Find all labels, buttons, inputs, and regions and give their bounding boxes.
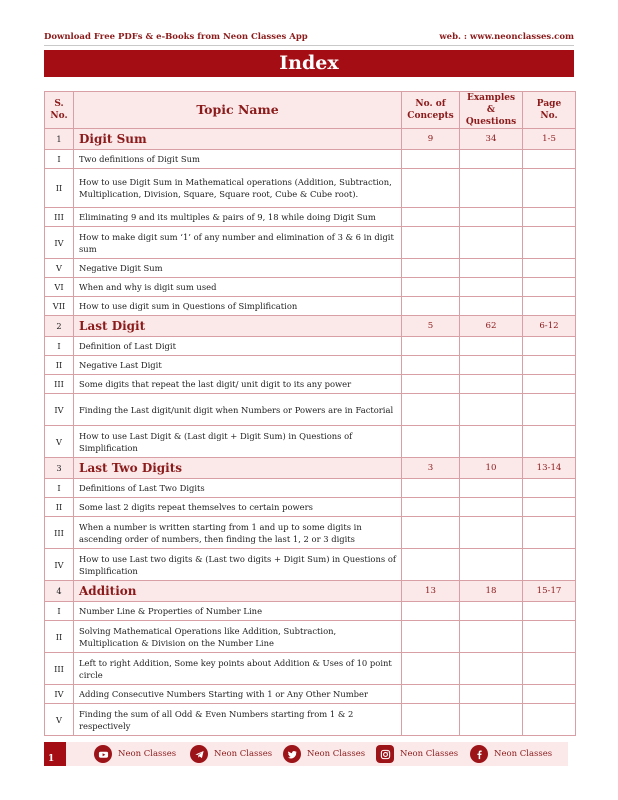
topic-name: Left to right Addition, Some key points about Addition & Uses of 10 point circle <box>74 653 402 685</box>
topic-name: When a number is written starting from 1 and up to some digits in ascending order of numbers, then finding the last 1, 2 or 3 digits <box>74 517 402 549</box>
page-cell <box>523 479 576 498</box>
page-cell <box>523 259 576 278</box>
page-cell <box>523 169 576 208</box>
examples-count: 62 <box>460 316 523 337</box>
examples-count: 34 <box>460 129 523 150</box>
examples-cell <box>460 356 523 375</box>
page-cell <box>523 337 576 356</box>
social-telegram[interactable] <box>190 745 272 763</box>
facebook-icon <box>470 745 488 763</box>
page-cell <box>523 297 576 316</box>
section-row <box>45 458 576 479</box>
serial-number: II <box>45 169 74 208</box>
page-cell <box>523 498 576 517</box>
topic-row <box>45 227 576 259</box>
page-cell <box>523 356 576 375</box>
topic-name: Adding Consecutive Numbers Starting with 1 or Any Other Number <box>74 685 402 704</box>
concepts-cell <box>402 150 460 169</box>
topic-row <box>45 653 576 685</box>
concepts-cell <box>402 621 460 653</box>
concepts-cell <box>402 169 460 208</box>
concepts-cell <box>402 356 460 375</box>
topic-row <box>45 517 576 549</box>
topic-row <box>45 394 576 426</box>
topic-name: Two definitions of Digit Sum <box>74 150 402 169</box>
serial-number: V <box>45 426 74 458</box>
youtube-icon <box>94 745 112 763</box>
topic-name: Solving Mathematical Operations like Addition, Subtraction, Multiplication & Division on the Number Line <box>74 621 402 653</box>
section-row <box>45 581 576 602</box>
topic-row <box>45 169 576 208</box>
page-cell <box>523 278 576 297</box>
page-cell <box>523 394 576 426</box>
concepts-cell <box>402 602 460 621</box>
concepts-cell <box>402 208 460 227</box>
page-cell <box>523 621 576 653</box>
concepts-cell <box>402 498 460 517</box>
column-header-page: Page No. <box>523 92 576 129</box>
twitter-icon <box>283 745 301 763</box>
section-title: Addition <box>74 581 402 602</box>
section-title: Digit Sum <box>74 129 402 150</box>
examples-cell <box>460 479 523 498</box>
serial-number: 4 <box>45 581 74 602</box>
topic-name: How to make digit sum ‘1’ of any number and elimination of 3 & 6 in digit sum <box>74 227 402 259</box>
concepts-count: 13 <box>402 581 460 602</box>
serial-number: I <box>45 602 74 621</box>
serial-number: IV <box>45 685 74 704</box>
topic-name: How to use Last Digit & (Last digit + Digit Sum) in Questions of Simplification <box>74 426 402 458</box>
examples-cell <box>460 704 523 736</box>
topic-row <box>45 602 576 621</box>
concepts-cell <box>402 227 460 259</box>
page-cell <box>523 602 576 621</box>
serial-number: 2 <box>45 316 74 337</box>
concepts-cell <box>402 704 460 736</box>
examples-count: 10 <box>460 458 523 479</box>
topic-row <box>45 685 576 704</box>
concepts-cell <box>402 549 460 581</box>
column-header-topic: Topic Name <box>74 92 402 129</box>
serial-number: VII <box>45 297 74 316</box>
social-label: Neon Classes <box>307 749 366 759</box>
topic-name: Negative Digit Sum <box>74 259 402 278</box>
section-row <box>45 129 576 150</box>
section-title: Last Digit <box>74 316 402 337</box>
serial-number: IV <box>45 394 74 426</box>
topic-name: How to use digit sum in Questions of Simplification <box>74 297 402 316</box>
topic-name: Number Line & Properties of Number Line <box>74 602 402 621</box>
examples-cell <box>460 278 523 297</box>
topic-name: When and why is digit sum used <box>74 278 402 297</box>
examples-cell <box>460 297 523 316</box>
examples-cell <box>460 227 523 259</box>
page-title: Index <box>44 50 574 77</box>
topic-row <box>45 278 576 297</box>
concepts-cell <box>402 426 460 458</box>
examples-cell <box>460 602 523 621</box>
page-cell <box>523 685 576 704</box>
page-range: 13-14 <box>523 458 576 479</box>
page-cell <box>523 208 576 227</box>
concepts-cell <box>402 337 460 356</box>
examples-cell <box>460 653 523 685</box>
examples-cell <box>460 259 523 278</box>
examples-cell <box>460 375 523 394</box>
concepts-count: 5 <box>402 316 460 337</box>
serial-number: VI <box>45 278 74 297</box>
concepts-cell <box>402 297 460 316</box>
concepts-cell <box>402 479 460 498</box>
serial-number: I <box>45 479 74 498</box>
social-label: Neon Classes <box>118 749 177 759</box>
serial-number: III <box>45 208 74 227</box>
examples-cell <box>460 150 523 169</box>
social-youtube[interactable] <box>94 745 176 763</box>
examples-cell <box>460 621 523 653</box>
page-cell <box>523 549 576 581</box>
topic-name: Eliminating 9 and its multiples & pairs of 9, 18 while doing Digit Sum <box>74 208 402 227</box>
page-cell <box>523 375 576 394</box>
page-cell <box>523 517 576 549</box>
header-website-text: web. : www.neonclasses.com <box>439 32 574 42</box>
serial-number: II <box>45 498 74 517</box>
examples-cell <box>460 549 523 581</box>
examples-cell <box>460 337 523 356</box>
social-label: Neon Classes <box>214 749 273 759</box>
concepts-cell <box>402 278 460 297</box>
serial-number: V <box>45 259 74 278</box>
topic-name: Finding the sum of all Odd & Even Numbers starting from 1 & 2 respectively <box>74 704 402 736</box>
topic-row <box>45 479 576 498</box>
serial-number: 3 <box>45 458 74 479</box>
topic-row <box>45 259 576 278</box>
topic-name: Definitions of Last Two Digits <box>74 479 402 498</box>
page-range: 15-17 <box>523 581 576 602</box>
topic-name: Negative Last Digit <box>74 356 402 375</box>
topic-row <box>45 208 576 227</box>
serial-number: II <box>45 621 74 653</box>
serial-number: V <box>45 704 74 736</box>
serial-number: III <box>45 517 74 549</box>
examples-cell <box>460 169 523 208</box>
column-header-sno: S. No. <box>45 92 74 129</box>
serial-number: I <box>45 150 74 169</box>
column-header-examples: Examples & Questions <box>460 92 523 129</box>
concepts-count: 3 <box>402 458 460 479</box>
concepts-cell <box>402 259 460 278</box>
section-title: Last Two Digits <box>74 458 402 479</box>
topic-row <box>45 426 576 458</box>
topic-row <box>45 337 576 356</box>
instagram-icon <box>376 745 394 763</box>
page-cell <box>523 426 576 458</box>
topic-name: Finding the Last digit/unit digit when Numbers or Powers are in Factorial <box>74 394 402 426</box>
examples-cell <box>460 498 523 517</box>
social-twitter[interactable] <box>283 745 365 763</box>
social-facebook[interactable] <box>470 745 552 763</box>
concepts-cell <box>402 517 460 549</box>
examples-cell <box>460 517 523 549</box>
page-footer <box>44 742 568 766</box>
social-instagram[interactable] <box>376 745 458 763</box>
serial-number: III <box>45 653 74 685</box>
social-label: Neon Classes <box>400 749 459 759</box>
index-table <box>44 91 576 736</box>
topic-name: Definition of Last Digit <box>74 337 402 356</box>
header-divider <box>44 45 574 46</box>
social-label: Neon Classes <box>494 749 553 759</box>
topic-row <box>45 549 576 581</box>
page-header <box>44 32 574 42</box>
topic-row <box>45 150 576 169</box>
page-cell <box>523 704 576 736</box>
topic-row <box>45 621 576 653</box>
topic-row <box>45 356 576 375</box>
column-header-concepts: No. of Concepts <box>402 92 460 129</box>
serial-number: III <box>45 375 74 394</box>
topic-row <box>45 297 576 316</box>
page-cell <box>523 227 576 259</box>
serial-number: II <box>45 356 74 375</box>
page-number: 1 <box>44 742 66 766</box>
concepts-cell <box>402 394 460 426</box>
page-range: 1-5 <box>523 129 576 150</box>
examples-cell <box>460 394 523 426</box>
telegram-icon <box>190 745 208 763</box>
page-cell <box>523 653 576 685</box>
examples-cell <box>460 426 523 458</box>
examples-cell <box>460 208 523 227</box>
concepts-cell <box>402 375 460 394</box>
topic-row <box>45 498 576 517</box>
serial-number: IV <box>45 227 74 259</box>
examples-cell <box>460 685 523 704</box>
header-download-text: Download Free PDFs & e-Books from Neon Classes App <box>44 32 308 42</box>
page-cell <box>523 150 576 169</box>
topic-name: Some last 2 digits repeat themselves to certain powers <box>74 498 402 517</box>
serial-number: 1 <box>45 129 74 150</box>
concepts-cell <box>402 653 460 685</box>
topic-name: How to use Digit Sum in Mathematical operations (Addition, Subtraction, Multiplication, Division, Square, Square root, Cube & Cube root). <box>74 169 402 208</box>
topic-name: How to use Last two digits & (Last two digits + Digit Sum) in Questions of Simplification <box>74 549 402 581</box>
topic-name: Some digits that repeat the last digit/ unit digit to its any power <box>74 375 402 394</box>
section-row <box>45 316 576 337</box>
topic-row <box>45 704 576 736</box>
serial-number: I <box>45 337 74 356</box>
page-range: 6-12 <box>523 316 576 337</box>
topic-row <box>45 375 576 394</box>
examples-count: 18 <box>460 581 523 602</box>
serial-number: IV <box>45 549 74 581</box>
concepts-cell <box>402 685 460 704</box>
concepts-count: 9 <box>402 129 460 150</box>
